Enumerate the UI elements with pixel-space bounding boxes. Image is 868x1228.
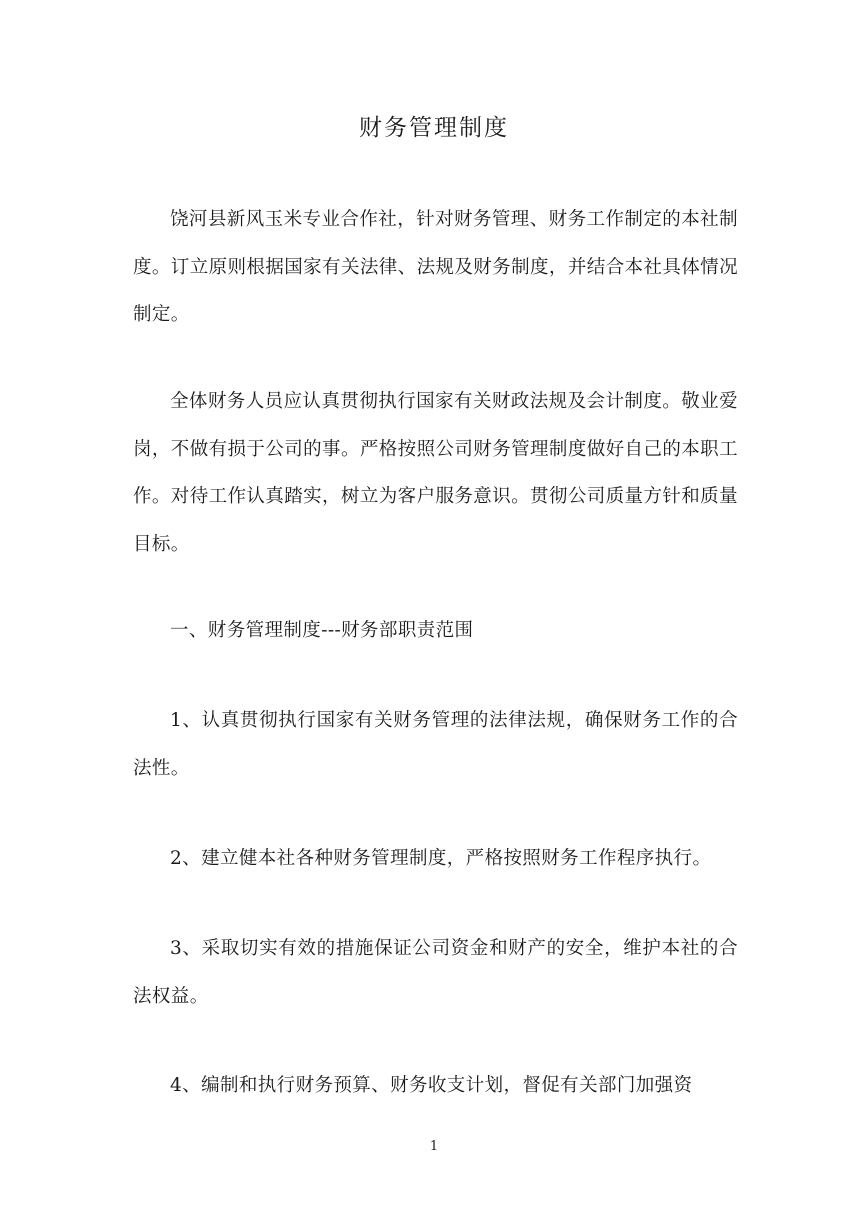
list-item-3: 3、采取切实有效的措施保证公司资金和财产的安全，维护本社的合法权益。: [133, 938, 738, 1007]
page-number: 1: [429, 1139, 439, 1154]
list-item-1: 1、认真贯彻执行国家有关财务管理的法律法规，确保财务工作的合法性。: [133, 710, 738, 779]
list-item-2: 2、建立健本社各种财务管理制度，严格按照财务工作程序执行。: [170, 848, 712, 869]
section-heading-finance-duties: 一、财务管理制度---财务部职责范围: [170, 620, 474, 641]
document-title: 财务管理制度: [359, 115, 509, 141]
paragraph-staff-requirements: 全体财务人员应认真贯彻执行国家有关财政法规及会计制度。敬业爱岗，不做有损于公司的事。严格按照公司财务管理制度做好自己的本职工作。对待工作认真踏实，树立为客户服务意识。贯彻公司质量方针和质量目标。: [133, 391, 738, 555]
paragraph-intro: 饶河县新风玉米专业合作社，针对财务管理、财务工作制定的本社制度。订立原则根据国家有关法律、法规及财务制度，并结合本社具体情况制定。: [133, 209, 738, 325]
list-item-4: 4、编制和执行财务预算、财务收支计划，督促有关部门加强资: [170, 1075, 693, 1096]
